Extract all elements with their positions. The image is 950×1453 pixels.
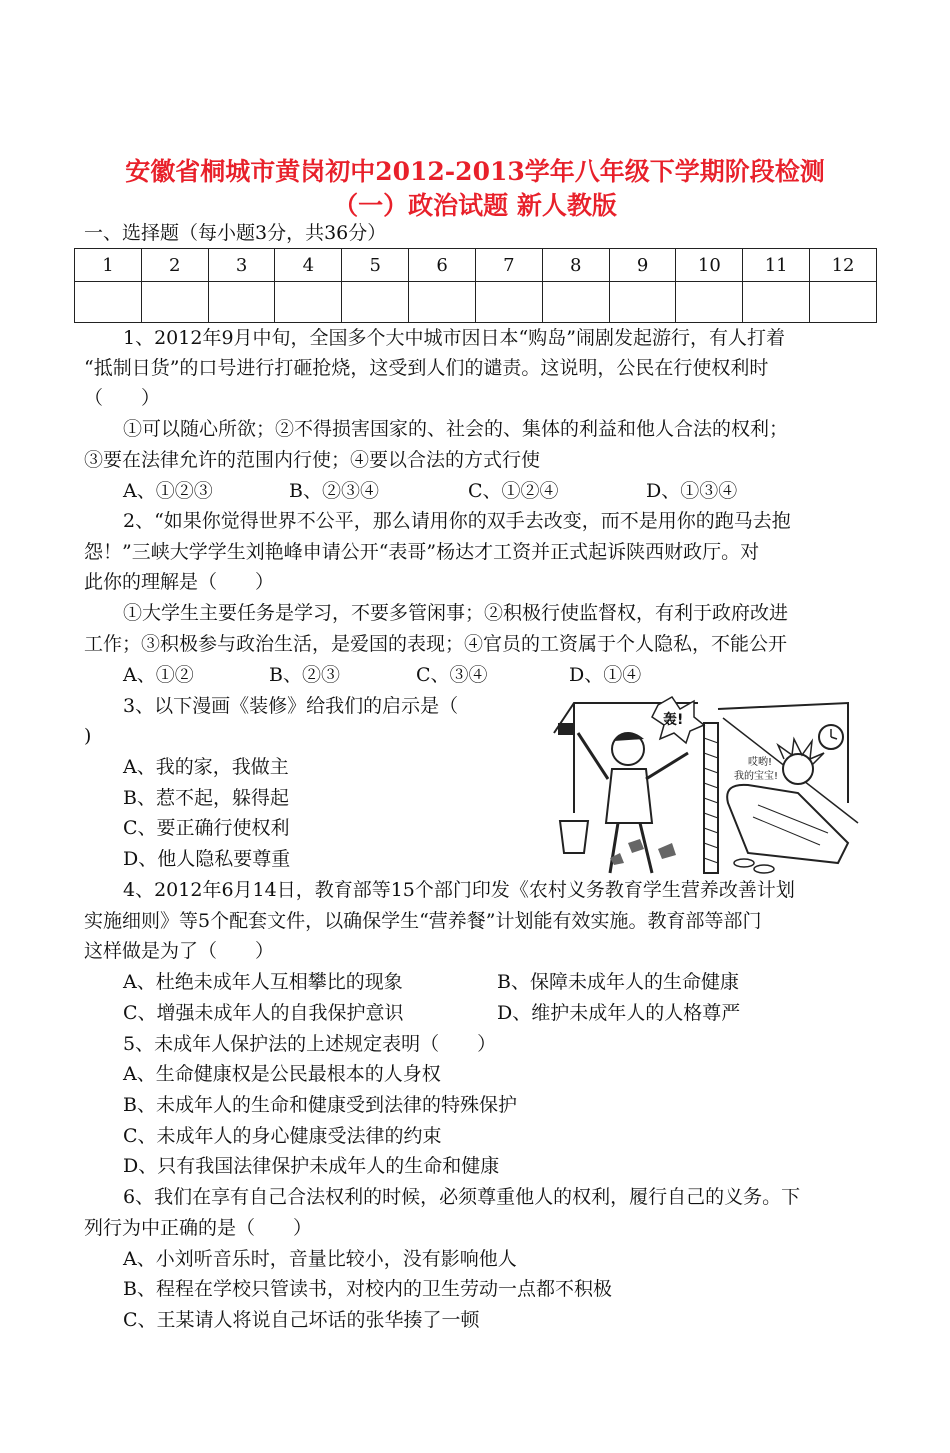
answer-cell[interactable] (75, 282, 142, 323)
answer-table-header: 3 (208, 249, 275, 282)
answer-cell[interactable] (342, 282, 409, 323)
q2-stem-line: 此你的理解是（ ） (84, 571, 275, 593)
answer-table-header: 4 (275, 249, 342, 282)
q5-option-a: A、生命健康权是公民最根本的人身权 (123, 1063, 441, 1085)
answer-cell[interactable] (676, 282, 743, 323)
answer-cell[interactable] (275, 282, 342, 323)
answer-cell[interactable] (409, 282, 476, 323)
cartoon-cry-text: 哎哟! (748, 757, 773, 768)
answer-table-header: 10 (676, 249, 743, 282)
q1-option-b: B、②③④ (289, 480, 379, 502)
q4-option-a: A、杜绝未成年人互相攀比的现象 (123, 971, 403, 993)
q5-stem: 5、未成年人保护法的上述规定表明（ ） (123, 1033, 497, 1055)
answer-table-header: 8 (542, 249, 609, 282)
q1-option-c: C、①②④ (468, 480, 559, 502)
answer-table-blank-row (75, 282, 877, 323)
q6-stem-line: 6、我们在享有自己合法权利的时候，必须尊重他人的权利，履行自己的义务。下 (123, 1186, 801, 1208)
answer-cell[interactable] (208, 282, 275, 323)
q2-option-a: A、①② (123, 664, 194, 686)
section-heading: 一、选择题（每小题3分，共36分） (84, 222, 387, 244)
cartoon-bang-text: 轰! (663, 712, 684, 728)
q6-option-c: C、王某请人将说自己坏话的张华揍了一顿 (123, 1309, 480, 1331)
answer-cell[interactable] (475, 282, 542, 323)
answer-cell[interactable] (542, 282, 609, 323)
q4-option-d: D、维护未成年人的人格尊严 (497, 1002, 741, 1024)
q3-option-d: D、他人隐私要尊重 (123, 848, 291, 870)
title-line-2: （一）政治试题 新人教版 (333, 191, 617, 220)
q2-stem-line: 2、“如果你觉得世界不公平，那么请用你的双手去改变，而不是用你的跑马去抱 (123, 510, 791, 532)
q3-option-c: C、要正确行使权利 (123, 817, 290, 839)
title-line-1: 安徽省桐城市黄岗初中2012-2013学年八年级下学期阶段检测 (125, 157, 825, 186)
q1-stem-line: “抵制日货”的口号进行打砸抢烧，这受到人们的谴责。这说明，公民在行使权利时 (84, 357, 769, 379)
q1-statement-line: ①可以随心所欲；②不得损害国家的、社会的、集体的利益和他人合法的权利； (123, 418, 789, 440)
q5-option-d: D、只有我国法律保护未成年人的生命和健康 (123, 1155, 500, 1177)
answer-cell[interactable] (810, 282, 877, 323)
q2-option-c: C、③④ (416, 664, 488, 686)
answer-table-header: 2 (141, 249, 208, 282)
q1-option-d: D、①③④ (646, 480, 738, 502)
answer-cell[interactable] (609, 282, 676, 323)
q4-stem-line: 4、2012年6月14日，教育部等15个部门印发《农村义务教育学生营养改善计划 (123, 879, 795, 901)
cartoon-baby-text: 我的宝宝! (734, 771, 779, 782)
q1-stem-line: 1、2012年9月中旬，全国多个大中城市因日本“购岛”闹剧发起游行，有人打着 (123, 327, 785, 349)
q4-stem-line: 实施细则》等5个配套文件，以确保学生“营养餐”计划能有效实施。教育部等部门 (84, 910, 762, 932)
q5-option-c: C、未成年人的身心健康受法律的约束 (123, 1125, 442, 1147)
q2-statement-line: 工作；③积极参与政治生活，是爱国的表现；④官员的工资属于个人隐私，不能公开 (84, 633, 788, 655)
answer-table-header: 7 (475, 249, 542, 282)
answer-cell[interactable] (743, 282, 810, 323)
answer-table-header: 6 (409, 249, 476, 282)
q5-option-b: B、未成年人的生命和健康受到法律的特殊保护 (123, 1094, 517, 1116)
q4-stem-line: 这样做是为了（ ） (84, 940, 275, 962)
q2-option-d: D、①④ (569, 664, 642, 686)
renovation-cartoon (548, 693, 860, 883)
q3-option-b: B、惹不起，躲得起 (123, 787, 289, 809)
q2-statement-line: ①大学生主要任务是学习，不要多管闲事；②积极行使监督权，有利于政府改进 (123, 602, 789, 624)
q6-option-a: A、小刘听音乐时，音量比较小，没有影响他人 (123, 1248, 517, 1270)
answer-table-header: 9 (609, 249, 676, 282)
q4-option-c: C、增强未成年人的自我保护意识 (123, 1002, 404, 1024)
answer-table-header: 12 (810, 249, 877, 282)
answer-table-header: 5 (342, 249, 409, 282)
q3-option-a: A、我的家，我做主 (123, 756, 289, 778)
answer-cell[interactable] (141, 282, 208, 323)
answer-table (74, 248, 877, 323)
answer-table-header-row (75, 249, 877, 282)
q1-statement-line: ③要在法律允许的范围内行使；④要以合法的方式行使 (84, 449, 541, 471)
answer-table-header: 11 (743, 249, 810, 282)
q6-option-b: B、程程在学校只管读书，对校内的卫生劳动一点都不积极 (123, 1278, 612, 1300)
q1-option-a: A、①②③ (123, 480, 213, 502)
q4-option-b: B、保障未成年人的生命健康 (497, 971, 739, 993)
q2-option-b: B、②③ (269, 664, 340, 686)
q3-stem-line: 3、以下漫画《装修》给我们的启示是（ (123, 695, 459, 717)
q6-stem-line: 列行为中正确的是（ ） (84, 1217, 313, 1239)
q3-stem-line: ) (84, 725, 92, 747)
q2-stem-line: 怨！”三峡大学学生刘艳峰申请公开“表哥”杨达才工资并正式起诉陕西财政厅。对 (84, 541, 760, 563)
q1-stem-line: （ ） (84, 387, 161, 409)
answer-table-header: 1 (75, 249, 142, 282)
